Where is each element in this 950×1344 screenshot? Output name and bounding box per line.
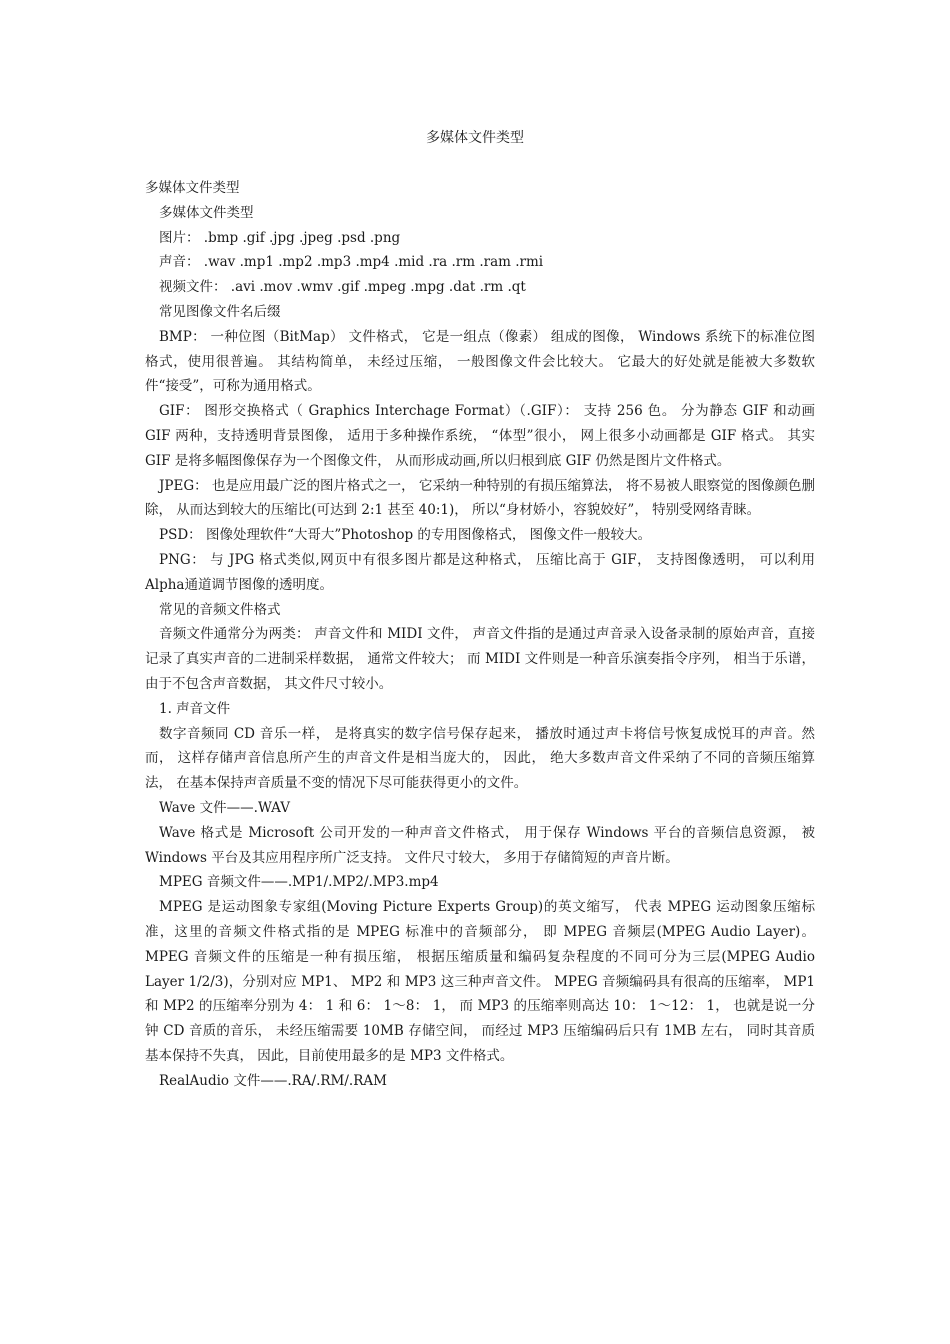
- paragraph: RealAudio 文件——.RA/.RM/.RAM: [159, 1072, 387, 1089]
- paragraph: Wave 格式是 Microsoft 公司开发的一种声音文件格式， 用于保存 Windows 平台的音频信息资源， 被Windows 平台及其应用程序所广泛支持。 文件尺寸较大， 多用于存储简短的声音片断。: [145, 824, 815, 866]
- paragraph: 多媒体文件类型: [145, 180, 240, 196]
- paragraph: MPEG 是运动图象专家组(Moving Picture Experts Group)的英文缩写， 代表 MPEG 运动图象压缩标准，这里的音频文件格式指的是 MPEG 标准中的音频部分， 即 MPEG 音频层(MPEG Audio Layer)。 MPEG 音频文件的压缩是一种有损压缩， 根据压缩质量和编码复杂程度的不同可分为三层(MPEG Audio Layer 1/2/3)，分别对应 MP1、 MP2 和 MP3 这三种声音文件。 MPEG 音频编码具有很高的压缩率， MP1 和 MP2 的压缩率分别为 4： 1 和 6： 1～8： 1， 而 MP3 的压缩率则高达 10： 1～12： 1， 也就是说一分钟 CD 音质的音乐， 未经压缩需要 10MB 存储空间， 而经过 MP3 压缩编码后只有 1MB 左右， 同时其音质基本保持不失真， 因此，目前使用最多的是 MP3 文件格式。: [145, 899, 815, 1064]
- document-title: 多媒体文件类型: [426, 130, 524, 146]
- paragraph: GIF： 图形交换格式（ Graphics Interchage Format）（.GIF）： 支持 256 色。 分为静态 GIF 和动画 GIF 两种，支持透明背景图像， 适用于多种操作系统， “体型”很小， 网上很多小动画都是 GIF 格式。 其实 GIF 是将多幅图像保存为一个图像文件， 从而形成动画,所以归根到底 GIF 仍然是图片文件格式。: [145, 403, 815, 469]
- paragraph: 常见图像文件名后缀: [159, 303, 281, 320]
- paragraph: 图片： .bmp .gif .jpg .jpeg .psd .png: [159, 229, 401, 246]
- paragraph: 多媒体文件类型: [159, 204, 254, 221]
- paragraph: 1. 声音文件: [159, 700, 231, 717]
- paragraph: 数字音频同 CD 音乐一样， 是将真实的数字信号保存起来， 播放时通过声卡将信号恢复成悦耳的声音。然而， 这样存储声音信息所产生的声音文件是相当庞大的， 因此， 绝大多数声音文件采纳了不同的音频压缩算法， 在基本保持声音质量不变的情况下尽可能获得更小的文件。: [145, 725, 815, 792]
- paragraph: Wave 文件——.WAV: [159, 799, 290, 816]
- paragraph: MPEG 音频文件——.MP1/.MP2/.MP3.mp4: [159, 874, 439, 891]
- paragraph: PSD： 图像处理软件“大哥大”Photoshop 的专用图像格式， 图像文件一般较大。: [159, 527, 652, 544]
- paragraph: BMP： 一种位图（BitMap） 文件格式， 它是一组点（像素） 组成的图像， Windows 系统下的标准位图格式，使用很普遍。 其结构简单， 未经过压缩， 一般图像文件会比较大。 它最大的好处就是能被大多数软件“接受”，可称为通用格式。: [145, 328, 815, 395]
- document-body: [145, 176, 815, 1093]
- paragraph: 声音： .wav .mp1 .mp2 .mp3 .mp4 .mid .ra .rm .ram .rmi: [159, 254, 544, 271]
- paragraph: 音频文件通常分为两类： 声音文件和 MIDI 文件， 声音文件指的是通过声音录入设备录制的原始声音，直接记录了真实声音的二进制采样数据， 通常文件较大； 而 MIDI 文件则是一种音乐演奏指令序列， 相当于乐谱， 由于不包含声音数据， 其文件尺寸较小。: [145, 626, 815, 692]
- paragraph: PNG： 与 JPG 格式类似,网页中有很多图片都是这种格式， 压缩比高于 GIF， 支持图像透明， 可以利用 Alpha通道调节图像的透明度。: [145, 551, 815, 593]
- paragraph: JPEG： 也是应用最广泛的图片格式之一， 它采纳一种特别的有损压缩算法， 将不易被人眼察觉的图像颜色删除， 从而达到较大的压缩比(可达到 2:1 甚至 40:1)， 所以“身材娇小，容貌姣好”， 特别受网络青睐。: [145, 477, 815, 519]
- paragraph: 视频文件： .avi .mov .wmv .gif .mpeg .mpg .dat .rm .qt: [159, 279, 526, 296]
- paragraph: 常见的音频文件格式: [159, 601, 281, 618]
